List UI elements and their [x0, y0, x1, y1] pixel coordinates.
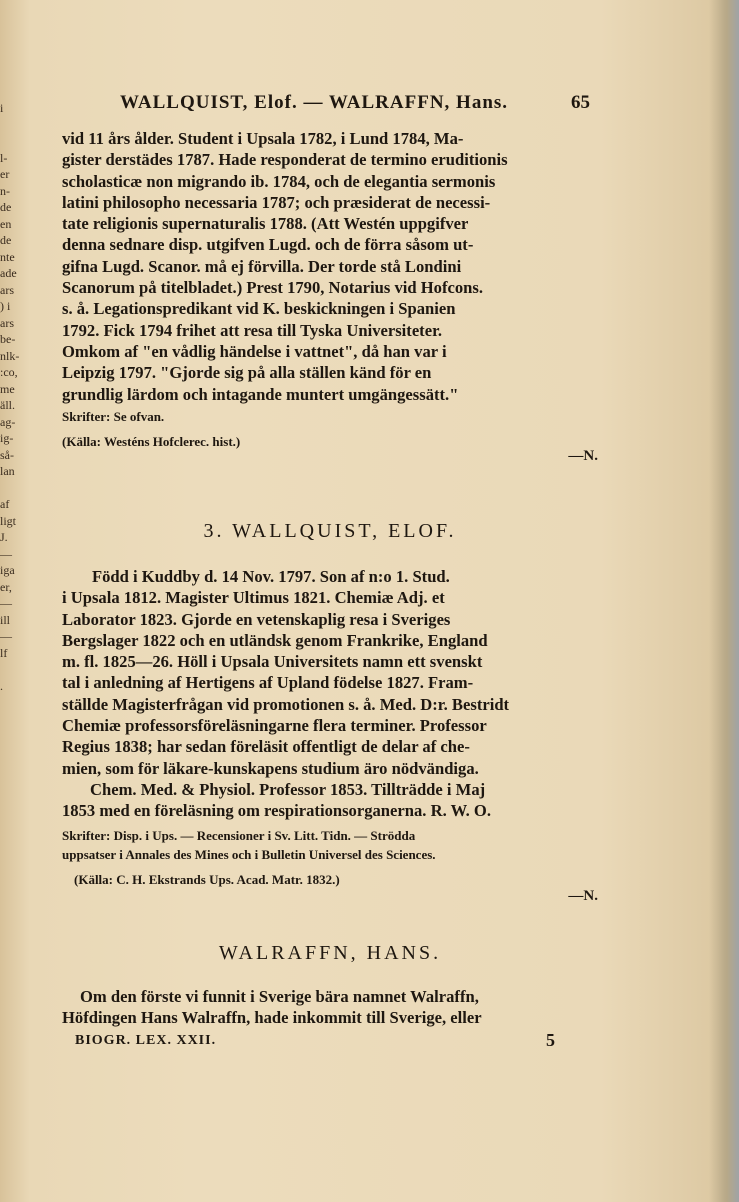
text-line: latini philosopho necessaria 1787; och præsiderat de necessi-: [62, 192, 491, 212]
entry-2-source: (Källa: C. H. Ekstrands Ups. Acad. Matr. 1832.): [74, 871, 340, 887]
text-line: Chemiæ professorsföreläsningarne flera terminer. Professor: [62, 716, 487, 736]
entry-2-body: [62, 566, 598, 906]
text-line: gifna Lugd. Scanor. må ej förvilla. Der torde stå Londini: [62, 256, 462, 276]
text-line: Chem. Med. & Physiol. Professor 1853. Tillträdde i Maj: [90, 779, 486, 799]
running-header: [120, 92, 590, 118]
page-footer: [75, 1030, 555, 1054]
text-line: Skrifter: Disp. i Ups. — Recensioner i Sv. Litt. Tidn. — Strödda: [62, 827, 416, 843]
text-line: Om den förste vi funnit i Sverige bära namnet Walraffn,: [80, 987, 479, 1006]
text-line: scholasticæ non migrando ib. 1784, och de elegantia sermonis: [62, 171, 496, 191]
text-line: s. å. Legationspredikant vid K. beskickningen i Spanien: [62, 299, 456, 319]
text-line: tal i anledning af Hertigens af Upland födelse 1827. Fram-: [62, 673, 474, 693]
text-line: Laborator 1823. Gjorde en vetenskaplig resa i Sveriges: [62, 609, 451, 629]
text-line: Omkom af "en vådlig händelse i vattnet", då han var i: [62, 341, 447, 361]
text-line: i Upsala 1812. Magister Ultimus 1821. Chemiæ Adj. et: [62, 588, 445, 608]
text-line: denna sednare disp. utgifven Lugd. och de förra såsom ut-: [62, 235, 474, 255]
text-line: vid 11 års ålder. Student i Upsala 1782, i Lund 1784, Ma-: [62, 129, 464, 148]
text-line: tate religionis supernaturalis 1788. (Att Westén uppgifver: [62, 214, 469, 234]
entry-1-skrifter: Skrifter: Se ofvan.: [62, 408, 165, 424]
page-edge-shadow: [709, 0, 739, 1202]
entry-1-signature: —N.: [568, 447, 598, 464]
text-line: Född i Kuddby d. 14 Nov. 1797. Son af n:o 1. Stud.: [92, 567, 450, 586]
entry-1-body: [62, 128, 598, 466]
entry-2-skrifter: [62, 826, 598, 864]
entry-3-title: WALRAFFN, HANS.: [218, 942, 442, 964]
entry-2-signature: —N.: [568, 887, 598, 904]
entry-3-body: [62, 986, 598, 1029]
text-line: 1792. Fick 1794 frihet att resa till Tyska Universiteter.: [62, 320, 443, 340]
text-line: Höfdingen Hans Walraffn, hade inkommit till Sverige, eller: [62, 1008, 482, 1028]
sheet-signature: BIOGR. LEX. XXII.: [75, 1033, 217, 1048]
sheet-number: 5: [546, 1030, 555, 1050]
text-line: ställde Magisterfrågan vid promotionen s. å. Med. D:r. Bestridt: [62, 694, 510, 714]
text-line: gister derstädes 1787. Hade responderat de termino eruditionis: [62, 150, 508, 170]
entry-1-source: (Källa: Westéns Hofclerec. hist.): [62, 433, 241, 449]
entry-3-paragraph: [62, 986, 598, 1029]
text-line: Regius 1838; har sedan föreläsit offentligt de delar af che-: [62, 737, 470, 757]
text-line: Scanorum på titelbladet.) Prest 1790, Notarius vid Hofcons.: [62, 278, 483, 298]
facing-page-bleed-text: i l- er n- de en de nte ade ars ) i ars be- nlk- :co, me äll. ag- ig- så- lan af ligt J. — iga er, — ill — lf .: [0, 101, 20, 693]
text-line: Bergslager 1822 och en utländsk genom Frankrike, England: [62, 630, 488, 650]
text-line: 1853 med en föreläsning om respirationsorganerna. R. W. O.: [62, 801, 491, 821]
text-line: m. fl. 1825—26. Höll i Upsala Universitets namn ett svenskt: [62, 652, 483, 672]
entry-1-paragraph: [62, 128, 598, 405]
entry-2-title: 3. WALLQUIST, ELOF.: [203, 520, 457, 542]
text-line: mien, som för läkare-kunskapens studium äro nödvändiga.: [62, 758, 479, 778]
page-number: 65: [571, 92, 590, 113]
text-line: uppsatser i Annales des Mines och i Bulletin Universel des Sciences.: [62, 846, 436, 862]
text-line: grundlig lärdom och intagande muntert umgängessätt.": [62, 384, 459, 404]
entry-2-paragraph: [62, 566, 598, 822]
running-header-title: WALLQUIST, Elof. — WALRAFFN, Hans.: [120, 92, 509, 113]
text-line: Leipzig 1797. "Gjorde sig på alla ställen känd för en: [62, 363, 432, 383]
